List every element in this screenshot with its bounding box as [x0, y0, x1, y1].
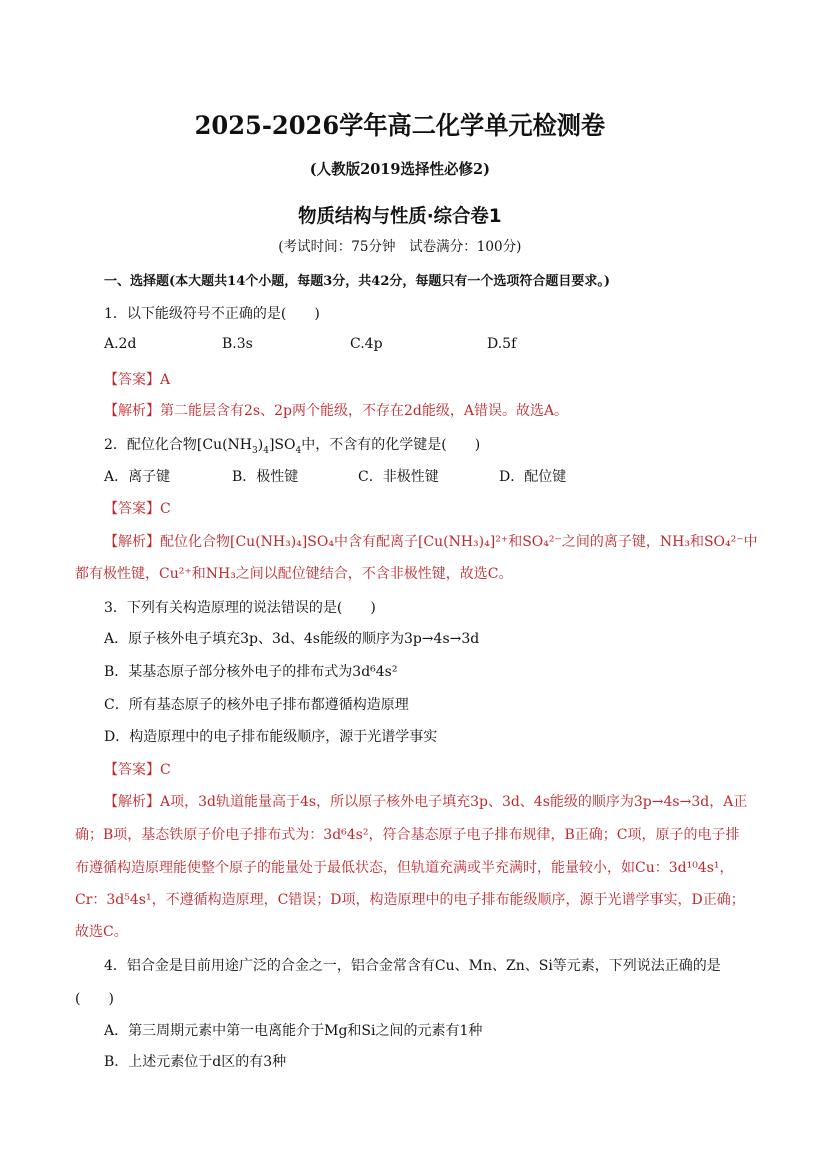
question-3-option-b: B．某基态原子部分核外电子的排布式为3d⁶4s² [104, 664, 398, 680]
question-1-stem: 1．以下能级符号不正确的是( ) [104, 306, 320, 322]
question-2-answer: 【答案】C [104, 501, 171, 517]
question-2-option-c: C．非极性键 [358, 469, 439, 485]
question-3-analysis-line-1: 【解析】A项，3d轨道能量高于4s，所以原子核外电子填充3p、3d、4s能级的顺序为3p→4s→3d，A正 [104, 794, 748, 810]
section-heading: 一、选择题(本大题共14个小题，每题3分，共42分，每题只有一个选项符合题目要求。) [104, 274, 611, 289]
question-2-analysis-line-1: 【解析】配位化合物[Cu(NH₃)₄]SO₄中含有配离子[Cu(NH₃)₄]²⁺和SO₄²⁻之间的离子键，NH₃和SO₄²⁻中 [104, 534, 758, 550]
question-2-option-a: A．离子键 [104, 469, 171, 485]
question-2-option-b: B．极性键 [232, 469, 299, 485]
question-1-option-c: C.4p [350, 336, 383, 352]
paper-title: 物质结构与性质·综合卷1 [298, 205, 502, 227]
question-3-answer: 【答案】C [104, 762, 171, 778]
question-3-analysis-line-3: 布遵循构造原理能使整个原子的能量处于最低状态，但轨道充满或半充满时，能量较小，如Cu：3d¹⁰4s¹， [75, 860, 734, 876]
question-1-answer: 【答案】A [104, 372, 171, 388]
question-3-analysis-line-5: 故选C。 [75, 924, 128, 940]
question-3-option-c: C．所有基态原子的核外电子排布都遵循构造原理 [104, 697, 409, 713]
question-3-option-a: A．原子核外电子填充3p、3d、4s能级的顺序为3p→4s→3d [104, 631, 480, 647]
question-2-stem: 2．配位化合物$[Cu(NH_3)_4]SO_4$中，不含有的化学键是( ) [104, 437, 481, 456]
question-1-option-b: B.3s [222, 336, 253, 352]
question-1-option-d: D.5f [487, 336, 517, 352]
question-4-stem-line-1: 4．铝合金是目前用途广泛的合金之一，铝合金常含有Cu、Mn、Zn、Si等元素，下列说法正确的是 [104, 958, 721, 974]
question-3-analysis-line-2: 确；B项，基态铁原子价电子排布式为：3d⁶4s²，符合基态原子电子排布规律，B正确；C项，原子的电子排 [75, 827, 740, 843]
question-3-option-d: D．构造原理中的电子排布能级顺序，源于光谱学事实 [104, 729, 438, 745]
question-3-stem: 3．下列有关构造原理的说法错误的是( ) [104, 600, 376, 616]
question-4-option-b: B．上述元素位于d区的有3种 [104, 1054, 287, 1070]
question-1-analysis: 【解析】第二能层含有2s、2p两个能级，不存在2d能级，A错误。故选A。 [104, 403, 569, 419]
question-2-analysis-line-2: 都有极性键，Cu²⁺和NH₃之间以配位键结合，不含非极性键，故选C。 [75, 566, 513, 582]
question-1-option-a: A.2d [104, 336, 137, 352]
page-title: 2025-2026学年高二化学单元检测卷 [194, 111, 606, 140]
question-4-option-a: A．第三周期元素中第一电离能介于Mg和Si之间的元素有1种 [104, 1023, 483, 1039]
question-2-option-d: D．配位键 [499, 469, 567, 485]
exam-info: (考试时间：75分钟 试卷满分：100分) [278, 239, 522, 255]
edition-subtitle: (人教版2019选择性必修2) [309, 160, 490, 178]
question-3-analysis-line-4: Cr：3d⁵4s¹，不遵循构造原理，C错误；D项，构造原理中的电子排布能级顺序，源于光谱学事实，D正确； [75, 892, 745, 908]
question-4-stem-line-2: ( ) [75, 991, 114, 1007]
